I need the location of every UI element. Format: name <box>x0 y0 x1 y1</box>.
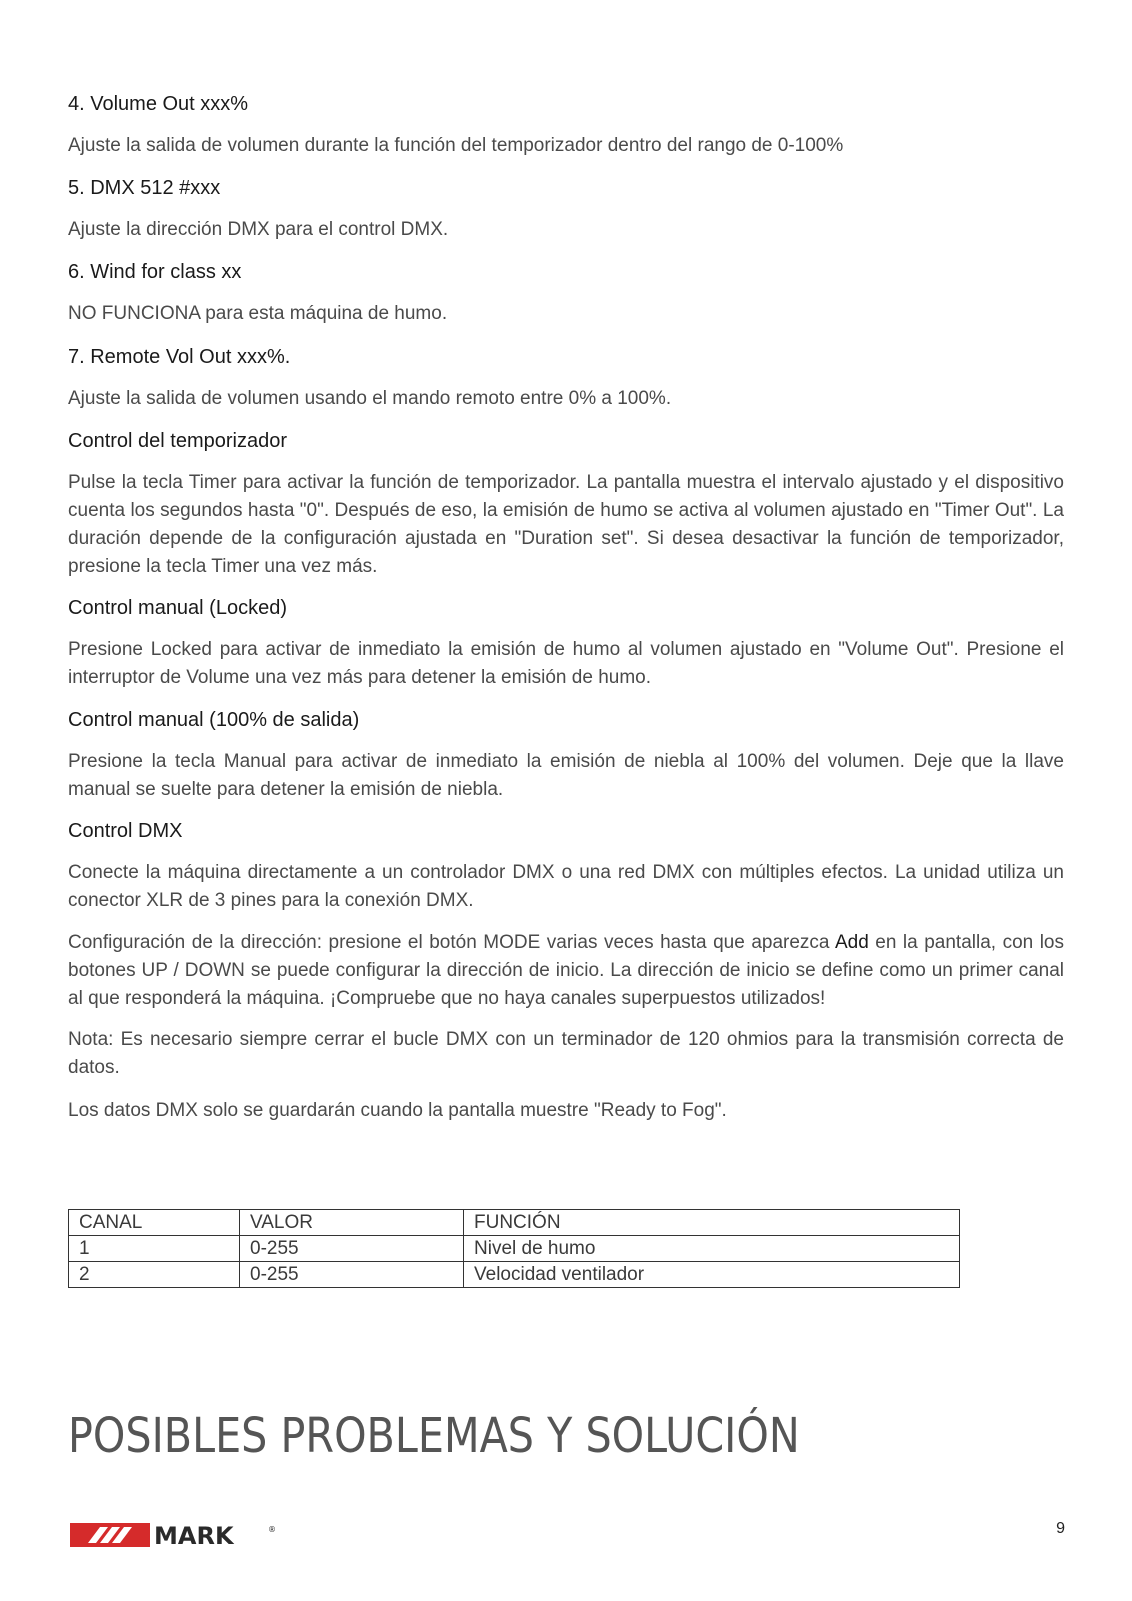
manual-text: Presione la tecla Manual para activar de inmediato la emisión de niebla al 100% del volumen. Deje que la llave manual se suelte para detener la emisión de niebla. <box>68 751 1064 800</box>
item-6-text: NO FUNCIONA para esta máquina de humo. <box>68 303 448 324</box>
dmx-address-before: Configuración de la dirección: presione el botón MODE varias veces hasta que aparezca <box>68 932 835 953</box>
locked-heading: Control manual (Locked) <box>68 597 287 619</box>
registered-mark: ® <box>268 1525 276 1534</box>
item-5-heading: 5. DMX 512 #xxx <box>68 177 221 199</box>
table-row <box>69 1236 960 1262</box>
mark-logo <box>70 1523 280 1547</box>
mark-logo-icon <box>70 1523 280 1547</box>
table-header-valor: VALOR <box>240 1210 464 1236</box>
table-header-canal: CANAL <box>69 1210 240 1236</box>
table-cell: 0-255 <box>240 1236 464 1262</box>
table-cell: 2 <box>69 1262 240 1288</box>
item-5-text: Ajuste la dirección DMX para el control DMX. <box>68 219 449 240</box>
dmx-saved-note: Los datos DMX solo se guardarán cuando la pantalla muestre "Ready to Fog". <box>68 1100 727 1121</box>
table-cell: 0-255 <box>240 1262 464 1288</box>
dmx-heading: Control DMX <box>68 820 183 842</box>
dmx-address-after: en la pantalla, con los botones UP / DOWN se puede configurar la dirección de inicio. La dirección de inicio se define como un primer canal al que responderá la máquina. ¡Compruebe que no haya canales superpuestos utilizados! <box>68 932 1064 1009</box>
table-cell: Velocidad ventilador <box>464 1262 960 1288</box>
mark-logo-text: MARK <box>154 1523 234 1547</box>
manual-heading: Control manual (100% de salida) <box>68 709 360 731</box>
table-cell: Nivel de humo <box>464 1236 960 1262</box>
dmx-note: Nota: Es necesario siempre cerrar el bucle DMX con un terminador de 120 ohmios para la transmisión correcta de datos. <box>68 1029 1064 1078</box>
item-7-heading: 7. Remote Vol Out xxx%. <box>68 346 291 368</box>
item-7-text: Ajuste la salida de volumen usando el mando remoto entre 0% a 100%. <box>68 388 672 409</box>
dmx-channel-table <box>68 1209 960 1288</box>
section-title: POSIBLES PROBLEMAS Y SOLUCIÓN <box>68 1408 800 1464</box>
add-keyword: Add <box>834 932 869 953</box>
timer-text: Pulse la tecla Timer para activar la función de temporizador. La pantalla muestra el intervalo ajustado y el dispositivo cuenta los segundos hasta "0". Después de eso, la emisión de humo se activa al volumen ajustado en "Timer Out". La duración depende de la configuración ajustada en "Duration set". Si desea desactivar la función de temporizador, presione la tecla Timer una vez más. <box>68 472 1064 577</box>
item-4-heading: 4. Volume Out xxx% <box>68 93 249 115</box>
table-row <box>69 1262 960 1288</box>
table-header-funcion: FUNCIÓN <box>464 1210 960 1236</box>
item-6-heading: 6. Wind for class xx <box>68 261 242 283</box>
locked-text: Presione Locked para activar de inmediato la emisión de humo al volumen ajustado en "Volume Out". Presione el interruptor de Volume una vez más para detener la emisión de humo. <box>68 639 1064 688</box>
dmx-address-text <box>68 929 1064 1013</box>
dmx-text: Conecte la máquina directamente a un controlador DMX o una red DMX con múltiples efectos. La unidad utiliza un conector XLR de 3 pines para la conexión DMX. <box>68 862 1064 911</box>
table-cell: 1 <box>69 1236 240 1262</box>
page-number: 9 <box>1056 1520 1065 1537</box>
timer-heading: Control del temporizador <box>68 430 287 452</box>
item-4-text: Ajuste la salida de volumen durante la función del temporizador dentro del rango de 0-100% <box>68 135 844 156</box>
table-header-row <box>69 1210 960 1236</box>
